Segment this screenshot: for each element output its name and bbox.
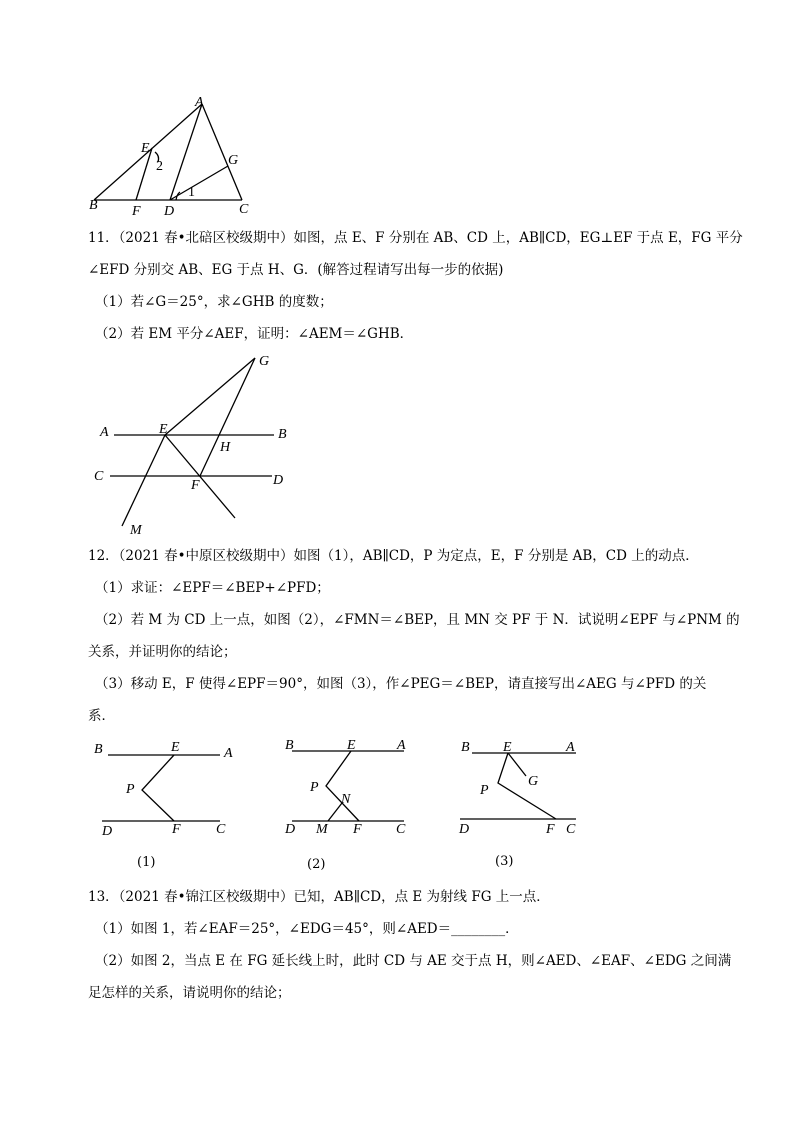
label-f: F: [546, 822, 555, 837]
segment-eg: [508, 753, 526, 776]
label-e: E: [347, 738, 356, 753]
label-h: H: [220, 440, 231, 455]
q11-line2: ∠EFD 分别交 AB、EG 于点 H、G．(解答过程请写出每一步的依据): [88, 262, 504, 278]
label-e: E: [171, 740, 180, 755]
q12-figure-1: [88, 735, 248, 840]
q13-line1: 13．（2021 春•锦江区校级期中）已知，AB∥CD，点 E 为射线 FG 上一点．: [88, 889, 550, 905]
q12-figure-1-caption: (1): [137, 855, 156, 870]
q12-figure-2: [280, 733, 420, 843]
q11-figure: [90, 348, 310, 538]
q12-line1: 12．（2021 春•中原区校级期中）如图（1），AB∥CD，P 为定点，E，F 分别是 AB，CD 上的动点．: [88, 548, 699, 564]
label-b: B: [461, 740, 470, 755]
label-a: A: [100, 425, 109, 440]
label-e: E: [141, 141, 150, 156]
q12-part3-b: 系．: [88, 708, 115, 724]
label-g: G: [228, 153, 239, 168]
label-1: 1: [188, 185, 195, 200]
label-e: E: [159, 422, 168, 437]
label-f: F: [132, 204, 141, 219]
q13-part2-a: （2）如图 2，当点 E 在 FG 延长线上时，此时 CD 与 AE 交于点 H，则∠AED、∠EAF、∠EDG 之间满: [95, 953, 732, 969]
label-f: F: [172, 822, 181, 837]
label-b: B: [94, 742, 103, 757]
label-c: C: [216, 822, 226, 837]
path-epf: [142, 755, 174, 821]
q12-figure-3: [456, 733, 596, 843]
q12-part1: （1）求证：∠EPF＝∠BEP+∠PFD；: [95, 580, 330, 596]
q11-part2: （2）若 EM 平分∠AEF，证明：∠AEM＝∠GHB．: [95, 326, 414, 342]
label-a: A: [397, 738, 406, 753]
segment-ac: [202, 104, 242, 200]
line-fg: [200, 358, 255, 476]
q12-part2-b: 关系，并证明你的结论；: [88, 644, 237, 660]
label-p: P: [480, 783, 489, 798]
label-a: A: [566, 740, 575, 755]
label-m: M: [130, 523, 142, 538]
label-d: D: [273, 473, 284, 488]
label-p: P: [310, 780, 319, 795]
label-d: D: [459, 822, 470, 837]
q12-figure-3-caption: (3): [495, 854, 514, 869]
label-e: E: [503, 740, 512, 755]
segment-mn: [328, 803, 342, 821]
q13-part2-b: 足怎样的关系，请说明你的结论；: [88, 985, 291, 1001]
q13-part1: （1）如图 1，若∠EAF＝25°，∠EDG＝45°，则∠AED＝________．: [95, 921, 519, 937]
label-b: B: [285, 738, 294, 753]
triangle-figure: [80, 90, 270, 220]
label-d: D: [164, 204, 175, 219]
q12-figure-2-caption: (2): [307, 857, 326, 872]
label-p: P: [126, 782, 135, 797]
line-eg: [165, 358, 255, 435]
q12-part3-a: （3）移动 E，F 使得∠EPF＝90°，如图（3），作∠PEG＝∠BEP，请直接写出∠AEG 与∠PFD 的关: [95, 676, 707, 692]
label-f: F: [353, 822, 362, 837]
label-c: C: [94, 469, 104, 484]
segment-dg: [170, 166, 228, 200]
label-c: C: [396, 822, 406, 837]
label-g: G: [528, 774, 539, 789]
label-g: G: [259, 354, 270, 369]
label-d: D: [102, 824, 113, 839]
line-em: [122, 435, 165, 526]
label-d: D: [285, 822, 296, 837]
label-b: B: [89, 198, 98, 213]
label-b: B: [278, 427, 287, 442]
q11-line1: 11．（2021 春•北碚区校级期中）如图，点 E、F 分别在 AB、CD 上，AB∥CD，EG⊥EF 于点 E，FG 平分: [88, 230, 743, 246]
q11-part1: （1）若∠G＝25°，求∠GHB 的度数；: [95, 294, 333, 310]
label-m: M: [316, 822, 328, 837]
path-epf: [326, 751, 359, 821]
label-n: N: [341, 792, 351, 807]
label-2: 2: [156, 159, 163, 174]
label-f: F: [191, 478, 200, 493]
label-c: C: [566, 822, 576, 837]
label-a: A: [195, 95, 204, 110]
label-c: C: [239, 202, 249, 217]
q12-part2-a: （2）若 M 为 CD 上一点，如图（2），∠FMN＝∠BEP，且 MN 交 PF 于 N．试说明∠EPF 与∠PNM 的: [95, 612, 740, 628]
label-a: A: [224, 746, 233, 761]
path-epf: [498, 753, 556, 819]
